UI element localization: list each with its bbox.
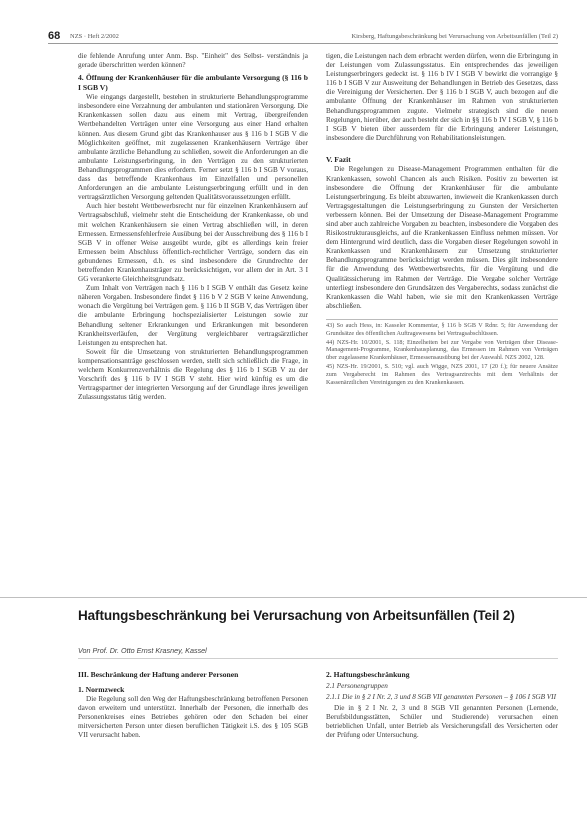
- body-paragraph: tigen, die Leistungen nach dem erbracht werden dürfen, wenn die Erbringung in der Leistungen vom Zulassungsstatus. Ein entsprechendes das jeweiligen Leistungserbringers gedeckt ist. § 116 b IV I SGB V bewirkt die vorrangige § 116 b I SGB V zur Ausweitung der Behandlungen in Betrieb des Gesetzes, dass die Vereinigung der Versicherten. Der § 116 b I SGB V, auch bezogen auf die ambulante Öffnung der Krankenhäuser im Rahmen von strukturierten Behandlungsprogrammen zugute. Vielmehr strategisch sind die neuen Regelungen, hierüber, der auch besteht der sich in §§ 116 b IV I SGB V, § 116 b I SGB V bieten über ausserdem für die Erbringung anderer Leistungen, insbesondere die Durchführung von Rehabilitationsleistungen.: [326, 52, 558, 142]
- subsection-heading-persons: 2.1.1 Die in § 2 I Nr. 2, 3 und 8 SGB VII genannten Personen – § 106 I SGB VII: [326, 692, 556, 701]
- intro-paragraph: die fehlende Anrufung unter Anm. Bsp. "Einheit" des Selbst- verständnis ja gerade überschritten werden können?: [78, 52, 308, 70]
- page-number: 68: [48, 30, 61, 42]
- section-heading-limitation: 2. Haftungsbeschränkung: [326, 670, 410, 679]
- section-heading-liability: III. Beschränkung der Haftung anderer Personen: [78, 670, 239, 679]
- body-paragraph: Die in § 2 I Nr. 2, 3 und 8 SGB VII genannten Personen (Lernende, Berufsbildungsstätten, Schüler und Studierende) verursachen einen betrieblichen Unfall, unter Betrieb als Versicherungsfall des Versicherten oder der Prüfung oder Untersuchung.: [326, 703, 558, 739]
- running-header: [48, 30, 558, 44]
- body-paragraph: Die Regelung soll den Weg der Haftungsbeschränkung betroffenen Personen davon erweitern und unterstützt. Innerhalb der Personen, die innerhalb des Personenkreises eines Betriebes gehören oder den Schaden bei einer mitversicherten Person unter diesen beruflichen Tätigkeit i.S. des § 105 SGB VII verursacht haben.: [78, 695, 308, 740]
- body-paragraph: Auch hier besteht Wettbewerbsrecht nur für einzelnen Krankenhäusern auf Vertragsabschluß, vielmehr steht die Entscheidung der Krankenkasse, ob und mit welchen Krankenhäusern sie einen Vertrag abschließen will, in deren Ermessen. Ermessensfehlerfreie Ausübung bei der Ausschreibung des § 116 b I SGB V in offener Weise ausgeübt wurde, gibt es allerdings kein freier Ermessen beim Abschluss öffentlich-rechtlicher Verträge, sondern das ein gebundenes Ermessen, d.h. es sind insbesondere die Grundrechte der betreffenden Krankenhausträger zu berücksichtigen, vor allem der in Art. 3 I GG verankerte Gleichheitsgrundsatz.: [78, 202, 308, 284]
- article-title: Haftungsbeschränkung bei Verursachung von Arbeitsunfällen (Teil 2): [78, 608, 515, 623]
- section-heading-conclusion: V. Fazit: [326, 154, 351, 164]
- lower-right-column: [326, 667, 558, 740]
- footnote: 43) So auch Hess, in: Kasseler Kommentar, § 116 b SGB V Rdnr. 5; für Anwendung der Grundsätze des öffentlichen Auftragswesens bei Vertragsabschlüssen.: [326, 321, 558, 337]
- journal-issue: NZS · Heft 2/2002: [70, 33, 119, 40]
- footnote: 44) NZS-Hr. 10/2001, S. 118; Einzelheiten bei zur Vergabe von Verträgen über Disease-Management-Programme, Krankenhausplanung, das Ermessen im Rahmen von Verträgen über zugelassene Krankenhäuser, Ermessensausübung bei der Auswahl. NZS 2002, 128.: [326, 338, 558, 362]
- body-paragraph: Soweit für die Umsetzung von strukturierten Behandlungsprogrammen kompensationsanträge geschlossen werden, stellt sich schließlich die Frage, in welchem Konkurrenzverhältnis die Regelung des § 116 b I SGB V zu der Vorschrift des § 116 b IV I SGB V steht. Hier wird künftig es um die Vertragspartner der integrierten Versorgung auf der Grundlage ihres jeweiligen Zulassungsstatus tätig werden.: [78, 347, 308, 402]
- subsection-heading-groups: 2.1 Personengruppen: [326, 681, 388, 690]
- article-author: Von Prof. Dr. Otto Ernst Krasney, Kassel: [78, 646, 207, 655]
- lower-left-column: [78, 667, 308, 740]
- body-paragraph: Die Regelungen zu Disease-Management Programmen enthalten für die Krankenkassen, sowohl Chancen als auch Risiken. Positiv zu bewerten ist insbesondere die Öffnung der Krankenhäuser für die ambulante Leistungserbringung. Es bleibt abzuwarten, inwieweit die Krankenkassen durch Vertragsgestaltungen die Leistungserbringung zu Gunsten der Versicherten verbessern können. Bei der Umsetzung der Disease-Management Programme sind aber auch zahlreiche Vorgaben zu beachten, insbesondere die Vorgaben des Risikostrukturausgleichs, auf die Krankenkassen Einfluss nehmen müssen. Vor dem Hintergrund wird deutlich, dass die Vorgaben dieser Regelungen sowohl in Krankenkassen und Krankenhäusern zur Umsetzung strukturierter Behandlungsprogramme berücksichtigt werden müssen. Dies gilt insbesondere für die Anwendung des Wettbewerbsrechts, für die Vergütung und die Qualitätssicherung im Rahmen der Verträge. Die Vergabe solcher Verträge unterliegt insbesondere den Grundsätzen des Vergaberechts, sodass zunächst die Krankenkassen die Wahl haben, wie sie mit den Krankenkassen Verträge abschließen.: [326, 165, 558, 310]
- section-heading-hospitals: 4. Öffnung der Krankenhäuser für die ambulante Versorgung (§ 116 b I SGB V): [78, 73, 308, 92]
- upper-left-column: [78, 52, 308, 402]
- section-divider: [0, 597, 587, 598]
- body-paragraph: Zum Inhalt von Verträgen nach § 116 b I SGB V enthält das Gesetz keine näheren Vorgaben. Insbesondere findet § 116 b V 2 SGB V keine Anwendung, wonach die Vergütung bei Verträgen gem. § 116 b II SGB V, das Verträgen über die ambulante Erbringung hochspezialisierter Leistungen sowie zur Behandlung seltener Erkrankungen und Erkrankungen mit besonderen Krankheitsverläufen, der Vergütung vergleichbarer vertragsärztlicher Leistungen zu entsprechen hat.: [78, 284, 308, 347]
- upper-right-column: [326, 52, 558, 387]
- subsection-heading-purpose: 1. Normzweck: [78, 684, 125, 694]
- body-paragraph: Wie eingangs dargestellt, bestehen in strukturierte Behandlungsprogramme insbesondere eine Verzahnung der ambulanten und stationären Versorgung. Die Krankenkassen sollen dazu aus einem mit Vertrag, übergreifenden Wertbehandelten Verträgen unter eine Versorgung aus einer Hand erhalten können. Aus diesem Grund gibt das Krankenhauser aus § 116 b I SGB V die Möglichkeiten geöffnet, mit zugelassenen Krankenhäusern Verträge über ambulante ärztliche Behandlung zu schließen, soweit die Anforderungen an die ambulante Leistungserbringung, in den Verträgen zu den strukturierten Behandlungsprogrammen dies erfordern. Ferner setzt § 116 b I SGB V voraus, dass das betreffende Krankenhaus im Einzelfallen und personellen Anforderungen an die ambulante Leistungserbringung erfüllt und in den vertragsärztlichen Versorgung geltenden Qualitätsvoraussetzungen erfüllt.: [78, 93, 308, 202]
- footnotes: [326, 319, 558, 386]
- running-title: Kirsberg, Haftungsbeschränkung bei Verursachung von Arbeitsunfällen (Teil 2): [351, 33, 558, 40]
- author-divider: [78, 658, 558, 659]
- footnote: 45) NZS-Hr. 19/2001, S. 510; vgl. auch Wigge, NZS 2001, 17 (20 f.); für neuere Ansätze zum Vergaberecht im Rahmen des Vertragsarztrechts mit dem Verhältnis der Kassenärztlichen Vereinigungen zu den Krankenkassen.: [326, 362, 558, 386]
